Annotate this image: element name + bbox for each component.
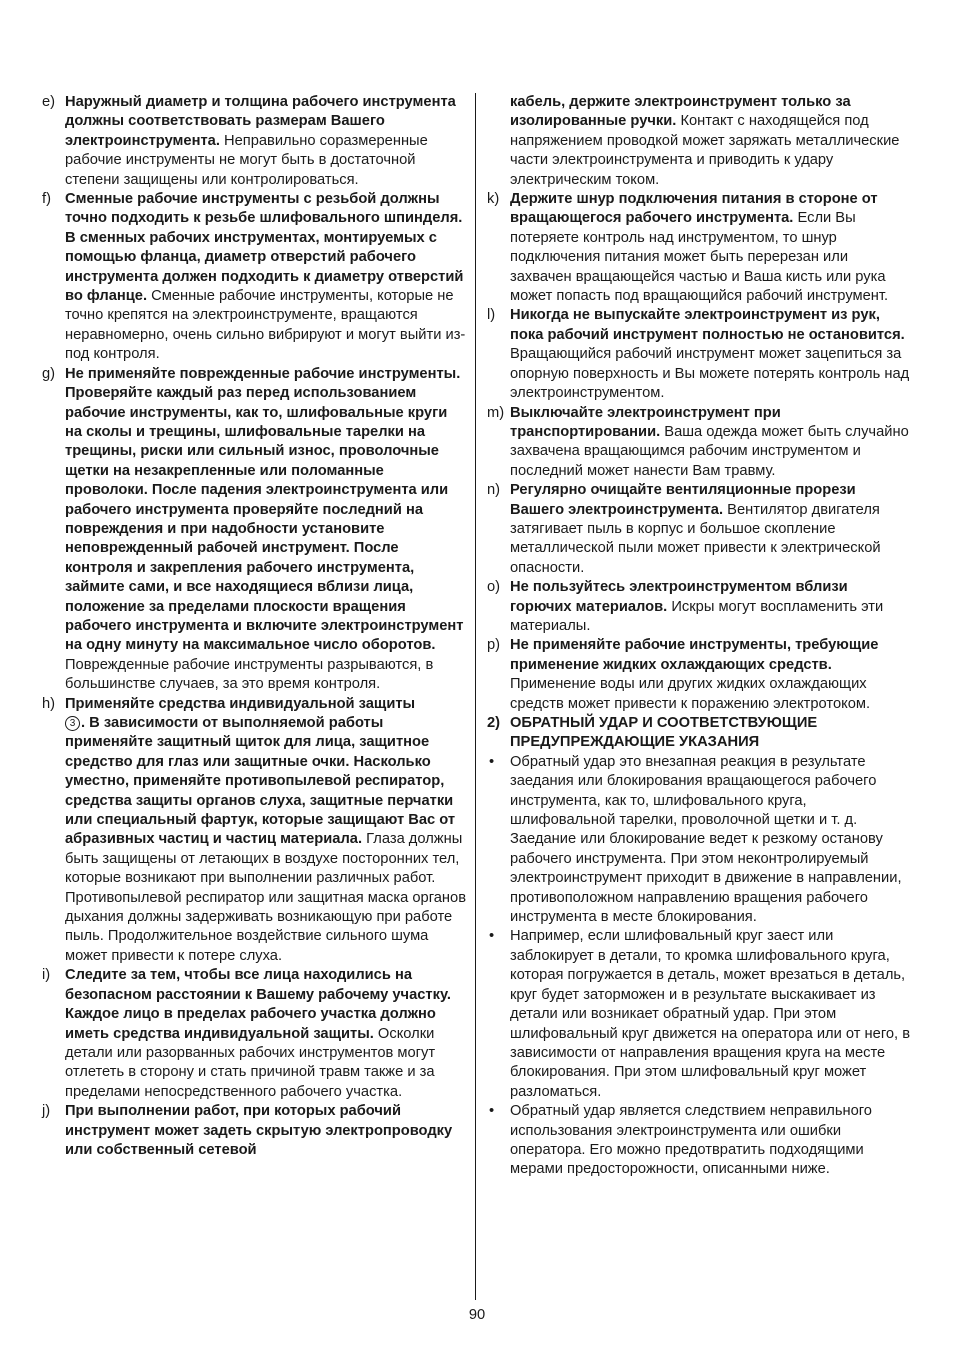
item-text: Поврежденные рабочие инструменты разрываются, в большинстве случаев, за это время контроля.: [65, 656, 434, 693]
bullet-text: Обратный удар является следствием неправильного использования электроинструмента или ошибки оператора. Его можно предотвратить подходящими мерами предосторожности, описанными ниже.: [510, 1103, 872, 1178]
item-bold-text: Никогда не выпускайте электроинструмент из рук, пока рабочий инструмент полностью не остановится.: [510, 307, 905, 343]
bullet-item: [487, 1102, 913, 1180]
item-bold-text: Регулярно очищайте вентиляционные прорези Вашего электроинструмента.: [510, 482, 856, 518]
item-label: o): [487, 579, 501, 596]
instruction-h: [42, 695, 466, 967]
right-column: [487, 93, 913, 1180]
item-bold-text: Не пользуйтесь электроинструментом вблизи горючих материалов.: [510, 579, 848, 615]
item-label: k): [487, 191, 500, 208]
bullet-text: Обратный удар это внезапная реакция в результате заедания или блокирования вращающегося рабочего инструмента, как то, шлифовального круга, шлифовальной тарелки, проволочной щетки и т. д. Заедание или блокирование ведет к резкому останову рабочего инструмента. При этом неконтролируемый электроинструмент приходит в движение в направлении, противоположном направлению вращения рабочего инструмента в месте блокирования.: [510, 753, 902, 926]
item-label: h): [42, 695, 56, 712]
item-label: m): [487, 404, 505, 421]
bullet-icon: •: [489, 1103, 495, 1120]
item-text: Сменные рабочие инструменты, которые не точно крепятся на электроинструменте, вращаются неравномерно, очень сильно вибрируют и могут выйти из-под контроля.: [65, 288, 466, 363]
item-bold-text: Держите шнур подключения питания в стороне от вращающегося рабочего инструмента.: [510, 191, 878, 227]
instruction-e: [42, 93, 466, 190]
bullet-text: Например, если шлифовальный круг заест или заблокирует в детали, то кромка шлифовального круга, которая погружается в деталь, может врезаться в деталь, круг будет заторможен и в результате выскакивает из детали или возникает обратный удар. При этом шлифовальный круг движется на оператора или от него, в зависимости от направления вращения круга на месте блокирования. При этом шлифовальный круг может разломаться.: [510, 928, 910, 1100]
page-number: 90: [468, 1307, 486, 1323]
item-label: e): [42, 94, 56, 110]
item-text: Вентилятор двигателя затягивает пыль в корпус и большое скопление металлической пыли может привести к электрической опасности.: [510, 501, 881, 576]
bullet-item: [487, 927, 913, 1102]
item-text: Если Вы потеряете контроль над инструментом, то шнур подключения питания может быть перерезан или захвачен вращающейся частью и Ваша кисть или рука может попасть под вращающийся рабочий инструмент.: [510, 210, 889, 305]
item-label: g): [42, 365, 56, 382]
section-heading: [487, 714, 913, 753]
left-column: [42, 93, 466, 1160]
section-title: ОБРАТНЫЙ УДАР И СООТВЕТСТВУЮЩИЕ ПРЕДУПРЕЖДАЮЩИЕ УКАЗАНИЯ: [510, 715, 818, 751]
item-bold-text: Наружный диаметр и толщина рабочего инструмента должны соответствовать размерам Вашего электроинструмента.: [65, 94, 456, 149]
bullet-item: [487, 753, 913, 928]
item-label: n): [487, 482, 501, 499]
figure-reference-circle: 3: [65, 716, 80, 731]
item-label: f): [42, 191, 51, 208]
item-text: Искры могут воспламенить эти материалы.: [510, 598, 884, 634]
instruction-i: [42, 966, 466, 1102]
instruction-m: [487, 404, 913, 482]
item-text: Контакт с находящейся под напряжением проводкой может заряжать металлические части электроинструмента и приводить к удару электрическим током.: [510, 113, 900, 188]
instruction-p: [487, 636, 913, 714]
instruction-f: [42, 190, 466, 365]
item-bold-text: . В зависимости от выполняемой работы применяйте защитный щиток для лица, защитное средство для глаз или защитные очки. Насколько уместно, применяйте противопылевой респиратор, средства защиты органов слуха, защитные перчатки или специальный фартук, которые защищают Вас от абразивных частиц и частиц материала.: [65, 715, 456, 848]
item-text: Глаза должны быть защищены от летающих в воздухе посторонних тел, которые возникают при выполнении различных работ. Противопылевой респиратор или защитная маска органов дыхания должны задерживать возникающую при работе пыль. Продолжительное воздействие сильного шума может привести к потере слуха.: [65, 831, 467, 964]
item-label: l): [487, 307, 496, 324]
section-number: 2): [487, 715, 501, 731]
item-bold-text: Применяйте средства индивидуальной защиты: [65, 695, 416, 712]
item-text: Применение воды или других жидких охлаждающих средств может привести к поражению электротоком.: [510, 676, 871, 712]
item-label: p): [487, 637, 501, 654]
bullet-icon: •: [489, 753, 495, 770]
instruction-o: [487, 578, 913, 636]
item-label: [487, 93, 510, 190]
item-label: j): [42, 1103, 51, 1120]
item-bold-text: кабель, держите электроинструмент только за изолированные ручки.: [510, 94, 851, 130]
instruction-k: [487, 190, 913, 306]
instruction-g: [42, 365, 466, 695]
item-text: Ваша одежда может быть случайно захвачена вращающимся рабочим инструментом и последний может нанести Вам травму.: [510, 423, 909, 479]
instruction-j: [42, 1102, 466, 1160]
item-bold-text: Не применяйте рабочие инструменты, требующие применение жидких охлаждающих средств.: [510, 637, 879, 673]
item-bold-text: Следите за тем, чтобы все лица находились на безопасном расстоянии к Вашему рабочему участку. Каждое лицо в пределах рабочего участка должно иметь средства индивидуальной защиты.: [65, 967, 451, 1042]
item-bold-text: Не применяйте поврежденные рабочие инструменты. Проверяйте каждый раз перед использованием рабочие инструменты, как то, шлифовальные круги на сколы и трещины, шлифовальные тарелки на трещины, риски или сильный износ, проволочные щетки на незакрепленные или поломанные проволоки. После падения электроинструмента или рабочего инструмента проверяйте последний на повреждения и при надобности установите неповрежденный рабочей инструмент. После контроля и закрепления рабочего инструмента, займите сами, и все находящиеся вблизи лица, положение за пределами плоскости вращения рабочего инструмента и включите электроинструмент на одну минуту на максимальное число оборотов.: [65, 365, 464, 654]
column-divider: [475, 93, 476, 1300]
instruction-n: [487, 481, 913, 578]
item-text: Осколки детали или разорванных рабочих инструментов могут отлететь в сторону и стать причиной травм также и за пределами непосредственного рабочего участка.: [65, 1025, 436, 1100]
item-bold-text: Выключайте электроинструмент при транспортировании.: [510, 404, 781, 440]
item-bold-text: Сменные рабочие инструменты с резьбой должны точно подходить к резьбе шлифовального шпинделя. В сменных рабочих инструментах, монтируемых с помощью фланца, диаметр отверстий рабочего инструмента должен подходить к диаметру отверстий во фланце.: [65, 191, 464, 305]
item-bold-text: При выполнении работ, при которых рабочий инструмент может задеть скрытую электропроводку или собственный сетевой: [65, 1103, 453, 1158]
bullet-icon: •: [489, 928, 495, 945]
item-label: i): [42, 967, 51, 984]
instruction-j-continued: [487, 93, 913, 190]
item-text: Неправильно соразмеренные рабочие инструменты не могут быть в достаточной степени защищены или контролироваться.: [65, 132, 428, 188]
instruction-l: [487, 306, 913, 403]
item-text: Вращающийся рабочий инструмент может зацепиться за опорную поверхность и Вы можете потерять контроль над электроинструментом.: [510, 346, 910, 402]
